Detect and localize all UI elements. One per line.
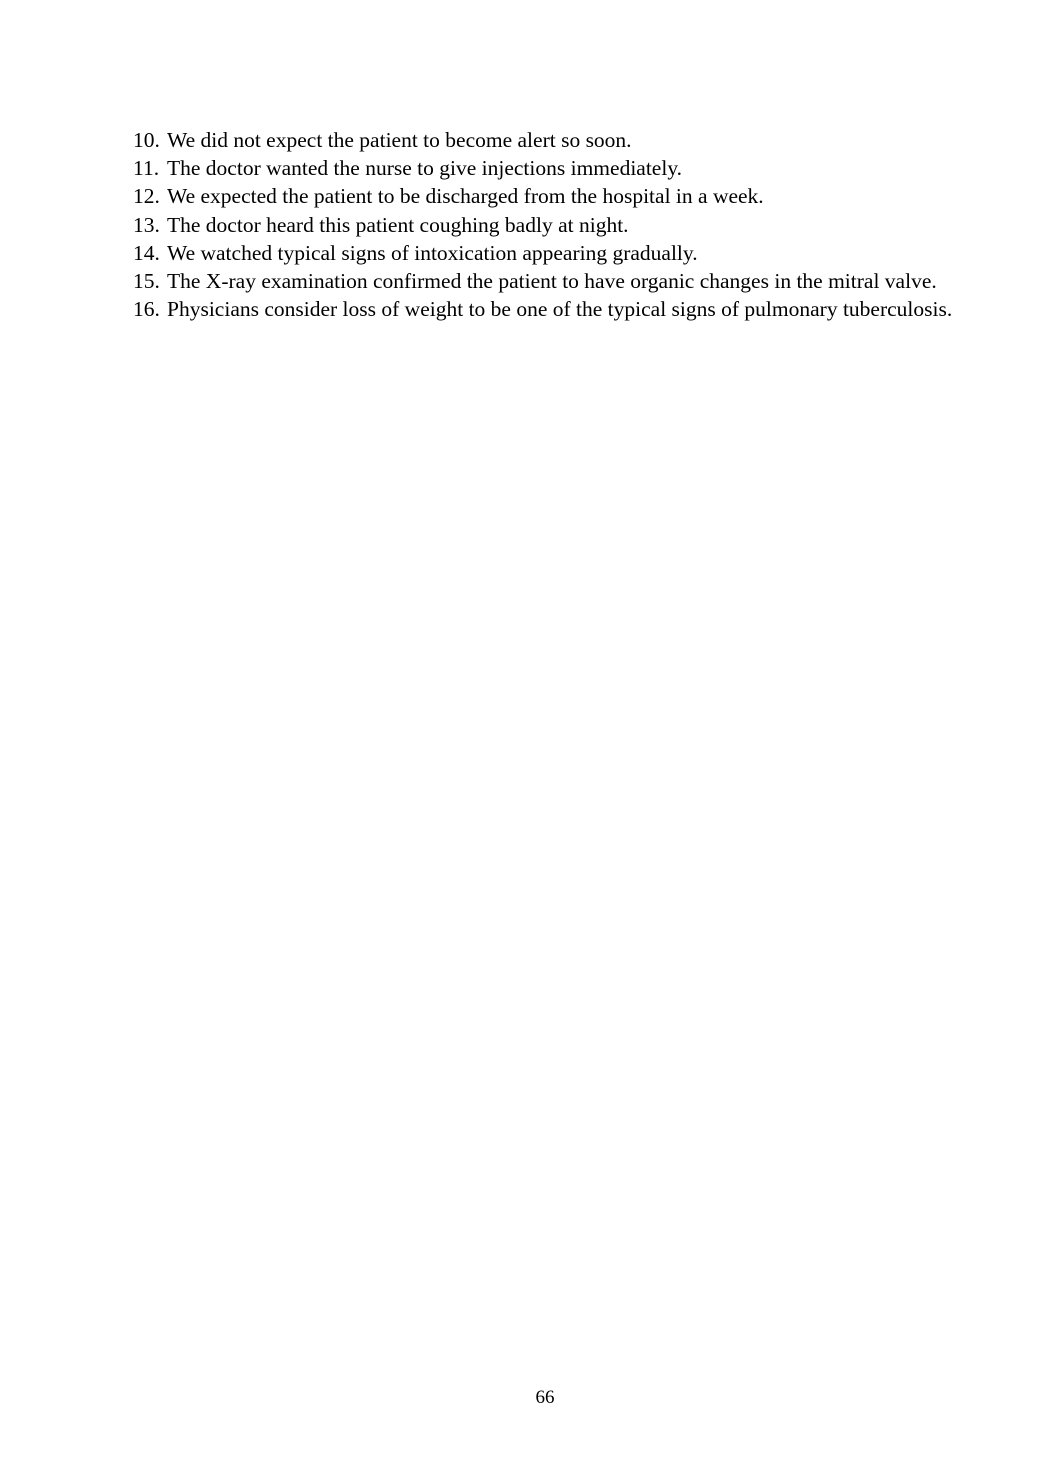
item-number: 10.	[133, 128, 160, 152]
list-item	[133, 295, 986, 323]
item-number: 12.	[133, 184, 160, 209]
item-text: The doctor wanted the nurse to give injections immediately.	[167, 156, 683, 181]
list-item	[133, 182, 986, 210]
item-number: 14.	[133, 240, 160, 265]
item-number: 13.	[133, 212, 160, 237]
sentence-list	[133, 126, 986, 323]
list-item	[133, 267, 986, 295]
list-item	[133, 211, 986, 239]
list-item	[133, 154, 986, 182]
item-text: The X-ray examination confirmed the patient to have organic changes in the mitral valve.	[167, 269, 937, 294]
item-text: We expected the patient to be discharged from the hospital in a week.	[167, 184, 764, 209]
item-text: The doctor heard this patient coughing badly at night.	[167, 212, 629, 237]
page-number: 66	[535, 1387, 555, 1408]
item-number: 15.	[133, 269, 160, 294]
item-number: 11.	[133, 156, 160, 181]
item-number: 16.	[133, 297, 160, 322]
list-item	[133, 126, 986, 154]
item-text: We watched typical signs of intoxication appearing gradually.	[167, 240, 698, 265]
item-text: Physicians consider loss of weight to be one of the typical signs of pulmonary tuberculosis.	[167, 297, 953, 322]
item-text: We did not expect the patient to become alert so soon.	[167, 128, 632, 152]
list-item	[133, 239, 986, 267]
